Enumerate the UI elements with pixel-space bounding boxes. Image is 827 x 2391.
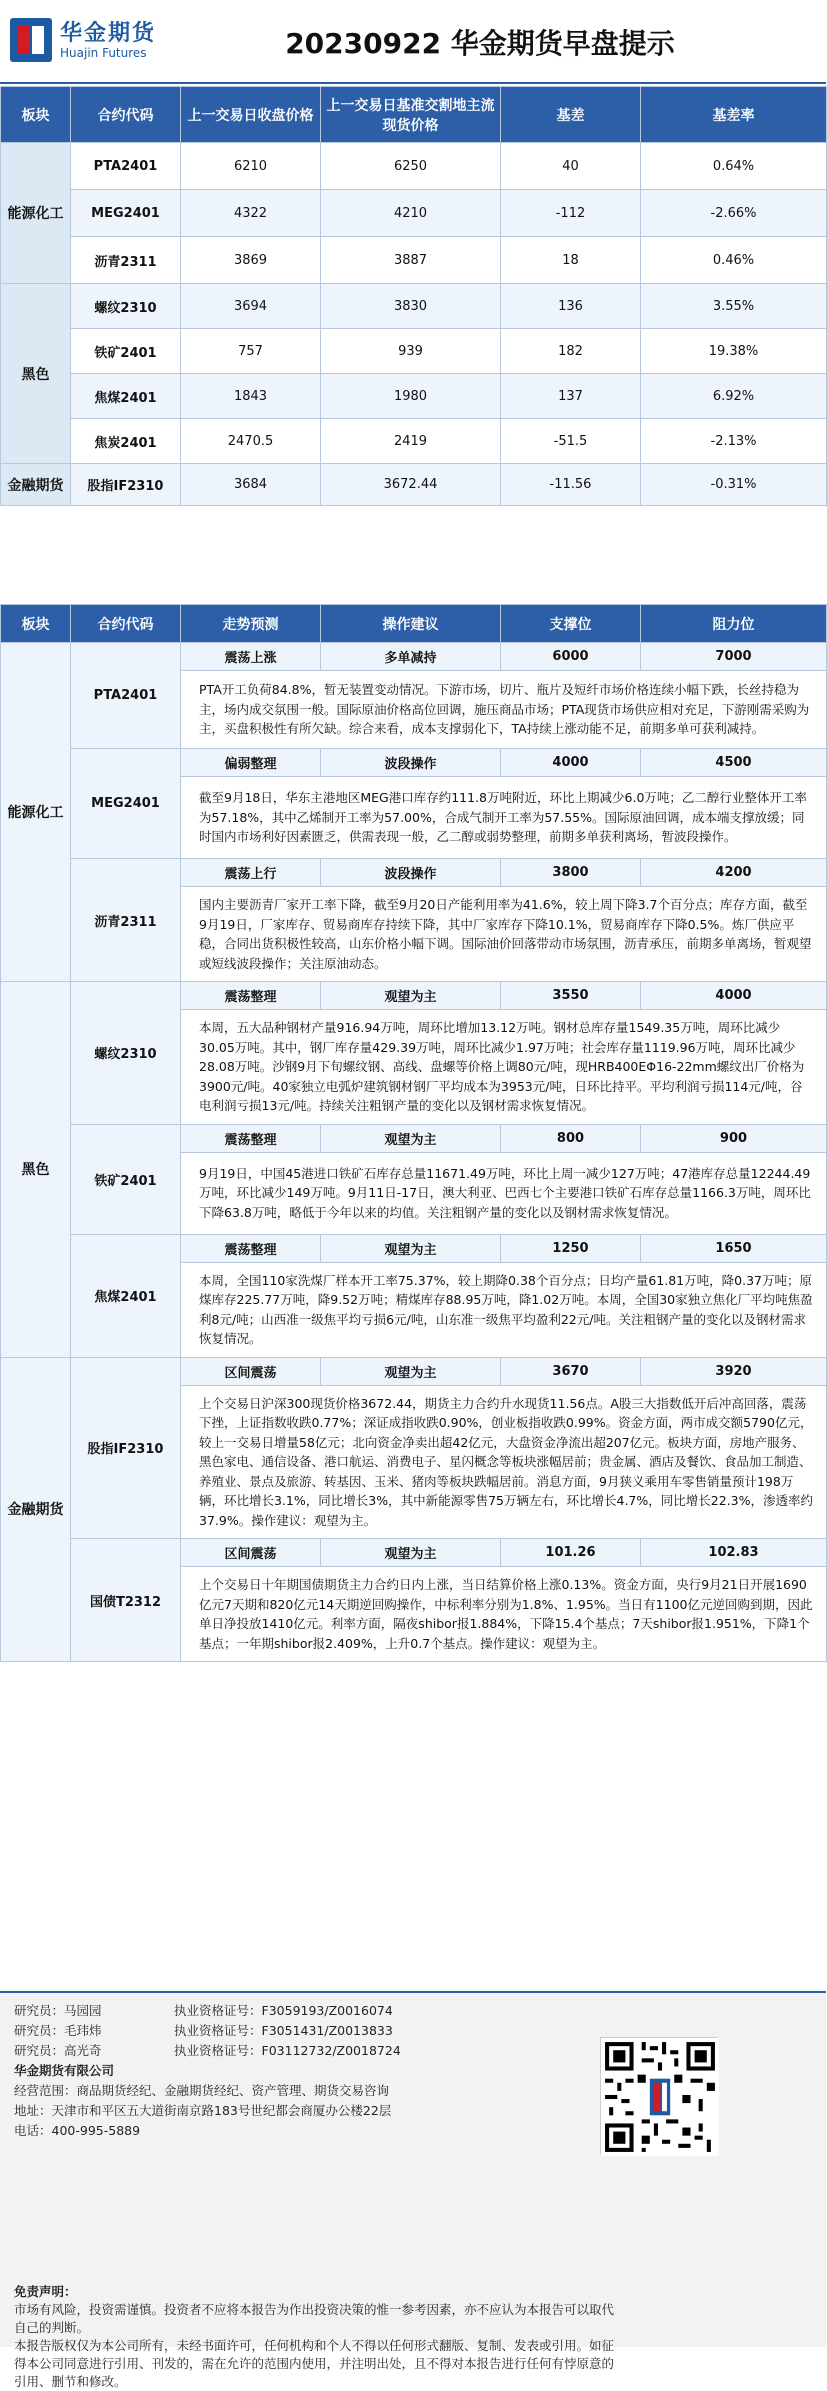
basis-row xyxy=(1,329,827,374)
contract-code-cell: MEG2401 xyxy=(71,749,181,859)
basis-row xyxy=(1,237,827,284)
trade-advice-cell: 多单减持 xyxy=(321,643,501,671)
close-price-cell: 3684 xyxy=(181,464,321,506)
strategy-header-cell: 走势预测 xyxy=(181,605,321,643)
sector-cell: 黑色 xyxy=(1,982,71,1358)
trade-advice-cell: 波段操作 xyxy=(321,749,501,777)
sector-cell: 金融期货 xyxy=(1,1357,71,1662)
trade-advice-cell: 观望为主 xyxy=(321,1539,501,1567)
strategy-summary-row xyxy=(1,859,827,887)
strategy-header-cell: 阻力位 xyxy=(641,605,827,643)
strategy-summary-row xyxy=(1,1234,827,1262)
strategy-summary-row xyxy=(1,749,827,777)
close-price-cell: 3869 xyxy=(181,237,321,284)
spot-price-cell: 3672.44 xyxy=(321,464,501,506)
close-price-cell: 757 xyxy=(181,329,321,374)
business-scope: 经营范围：商品期货经纪、金融期货经纪、资产管理、期货交易咨询 xyxy=(14,2083,390,2098)
basis-rate-cell: -2.66% xyxy=(641,190,827,237)
strategy-summary-row xyxy=(1,982,827,1010)
researcher-name: 马园园 xyxy=(64,2003,102,2018)
company-name: 华金期货有限公司 xyxy=(14,2063,115,2078)
spot-price-cell: 939 xyxy=(321,329,501,374)
company-logo xyxy=(10,14,180,70)
basis-row xyxy=(1,190,827,237)
trend-forecast-cell: 区间震荡 xyxy=(181,1539,321,1567)
basis-header-cell: 上一交易日收盘价格 xyxy=(181,87,321,143)
market-commentary: 上个交易日十年期国债期货主力合约日内上涨，当日结算价格上涨0.13%。资金方面，央行9月21日开展1690亿元7天期和820亿元14天期逆回购操作，中标利率分别为1.8%、1.95%。当日有1100亿元逆回购到期，因此单日净投放1410亿元。利率方面，隔夜shibor报1.884%，下降15.4个基点；7天shibor报1.951%，下降1个基点；一年期shibor报2.409%，上升0.7个基点。操作建议：观望为主。 xyxy=(181,1567,827,1662)
market-commentary: 截至9月18日，华东主港地区MEG港口库存约111.8万吨附近，环比上期减少6.0万吨；乙二醇行业整体开工率为57.18%，其中乙烯制开工率为57.00%，合成气制开工率为57.55%。国际原油回调，成本端支撑放缓；同时国内市场利好因素匮乏，供需表现一般，乙二醇或弱势整理，前期多单获利离场，暂波段操作。 xyxy=(181,777,827,859)
researcher-cert: 执业资格证号：F3051431/Z0013833 xyxy=(174,2023,393,2038)
contract-code-cell: 螺纹2310 xyxy=(71,284,181,329)
basis-cell: 137 xyxy=(501,374,641,419)
basis-row xyxy=(1,143,827,190)
spot-price-cell: 4210 xyxy=(321,190,501,237)
company-phone: 电话：400-995-5889 xyxy=(14,2123,141,2138)
disclaimer-title: 免责声明： xyxy=(14,2284,77,2299)
strategy-summary-row xyxy=(1,643,827,671)
contract-code-cell: PTA2401 xyxy=(71,643,181,749)
spot-price-cell: 3887 xyxy=(321,237,501,284)
basis-header-row xyxy=(1,87,827,143)
report-title: 20230922 华金期货早盘提示 xyxy=(285,27,675,60)
sector-cell: 能源化工 xyxy=(1,143,71,284)
basis-row xyxy=(1,464,827,506)
resistance-level-cell: 3920 xyxy=(641,1357,827,1385)
researcher-line xyxy=(14,2001,393,2019)
market-commentary: 本周，五大品种钢材产量916.94万吨，周环比增加13.12万吨。钢材总库存量1549.35万吨，周环比减少30.05万吨。其中，钢厂库存量429.39万吨，周环比减少1.97万吨；社会库存量1119.96万吨，周环比减少28.08万吨。沙钢9月下旬螺纹钢、高线、盘螺等价格上调80元/吨，现HRB400EΦ16-22mm螺纹出厂价格为3900元/吨。40家独立电弧炉建筑钢材钢厂平均成本为3953元/吨，日环比持平。平均利润亏损114元/吨，谷电利润亏损13元/吨。持续关注粗钢产量的变化以及钢材需求恢复情况。 xyxy=(181,1010,827,1125)
disclaimer-paragraph: 市场有风险，投资需谨慎。投资者不应将本报告为作出投资决策的惟一参考因素，亦不应认为本报告可以取代自己的判断。 xyxy=(14,2302,615,2335)
sector-cell: 金融期货 xyxy=(1,464,71,506)
trend-forecast-cell: 偏弱整理 xyxy=(181,749,321,777)
trend-forecast-cell: 震荡整理 xyxy=(181,982,321,1010)
support-level-cell: 3800 xyxy=(501,859,641,887)
logo-text-cn: 华金期货 xyxy=(60,21,157,46)
resistance-level-cell: 4000 xyxy=(641,982,827,1010)
researcher-name: 毛玮炜 xyxy=(64,2023,102,2038)
basis-header-cell: 板块 xyxy=(1,87,71,143)
researcher-cert: 执业资格证号：F3059193/Z0016074 xyxy=(174,2003,393,2018)
contract-code-cell: 螺纹2310 xyxy=(71,982,181,1125)
researcher-line xyxy=(14,2021,393,2039)
basis-cell: 18 xyxy=(501,237,641,284)
strategy-header-cell: 板块 xyxy=(1,605,71,643)
logo-text-en: Huajin Futures xyxy=(60,46,147,60)
close-price-cell: 6210 xyxy=(181,143,321,190)
basis-rate-cell: 3.55% xyxy=(641,284,827,329)
resistance-level-cell: 4200 xyxy=(641,859,827,887)
basis-rate-cell: 19.38% xyxy=(641,329,827,374)
basis-rate-cell: 0.46% xyxy=(641,237,827,284)
support-level-cell: 1250 xyxy=(501,1234,641,1262)
contract-code-cell: 沥青2311 xyxy=(71,237,181,284)
contract-code-cell: 焦炭2401 xyxy=(71,419,181,464)
footer xyxy=(0,1991,826,2389)
support-level-cell: 3670 xyxy=(501,1357,641,1385)
basis-rate-cell: -0.31% xyxy=(641,464,827,506)
basis-rate-cell: -2.13% xyxy=(641,419,827,464)
contract-code-cell: 沥青2311 xyxy=(71,859,181,982)
basis-rate-cell: 0.64% xyxy=(641,143,827,190)
basis-table xyxy=(0,86,827,506)
strategy-table xyxy=(0,604,827,1662)
strategy-summary-row xyxy=(1,1124,827,1152)
researcher-name: 高光奇 xyxy=(64,2043,102,2058)
basis-row xyxy=(1,374,827,419)
contract-code-cell: 焦煤2401 xyxy=(71,374,181,419)
basis-header-cell: 上一交易日基准交割地主流现货价格 xyxy=(321,87,501,143)
contract-code-cell: 铁矿2401 xyxy=(71,329,181,374)
resistance-level-cell: 7000 xyxy=(641,643,827,671)
sector-cell: 能源化工 xyxy=(1,643,71,982)
market-commentary: 9月19日，中国45港进口铁矿石库存总量11671.49万吨，环比上周一减少127万吨；47港库存总量12244.49万吨，环比减少149万吨。9月11日-17日，澳大利亚、巴西七个主要港口铁矿石库存总量1166.3万吨，周环比下降63.8万吨，略低于今年以来的均值。关注粗钢产量的变化以及钢材需求恢复情况。 xyxy=(181,1152,827,1234)
basis-header-cell: 基差率 xyxy=(641,87,827,143)
trade-advice-cell: 观望为主 xyxy=(321,1124,501,1152)
researcher-label: 研究员： xyxy=(14,2023,65,2038)
close-price-cell: 2470.5 xyxy=(181,419,321,464)
trend-forecast-cell: 震荡上涨 xyxy=(181,643,321,671)
spot-price-cell: 2419 xyxy=(321,419,501,464)
basis-header-cell: 基差 xyxy=(501,87,641,143)
strategy-header-cell: 操作建议 xyxy=(321,605,501,643)
contract-code-cell: 股指IF2310 xyxy=(71,464,181,506)
resistance-level-cell: 1650 xyxy=(641,1234,827,1262)
resistance-level-cell: 4500 xyxy=(641,749,827,777)
support-level-cell: 4000 xyxy=(501,749,641,777)
trend-forecast-cell: 震荡整理 xyxy=(181,1234,321,1262)
close-price-cell: 4322 xyxy=(181,190,321,237)
basis-cell: 182 xyxy=(501,329,641,374)
support-level-cell: 800 xyxy=(501,1124,641,1152)
contract-code-cell: 国债T2312 xyxy=(71,1539,181,1662)
contract-code-cell: 焦煤2401 xyxy=(71,1234,181,1357)
basis-cell: -112 xyxy=(501,190,641,237)
disclaimer-paragraph: 本报告版权仅为本公司所有，未经书面许可，任何机构和个人不得以任何形式翻版、复制、发表或引用。如征得本公司同意进行引用、刊发的，需在允许的范围内使用，并注明出处，且不得对本报告进行任何有悖原意的引用、删节和修改。 xyxy=(14,2338,615,2389)
strategy-summary-row xyxy=(1,1357,827,1385)
strategy-header-cell: 合约代码 xyxy=(71,605,181,643)
report-header xyxy=(0,0,826,84)
disclaimer xyxy=(14,2283,614,2391)
strategy-summary-row xyxy=(1,1539,827,1567)
market-commentary: 本周，全国110家洗煤厂样本开工率75.37%，较上期降0.38个百分点；日均产量61.81万吨，降0.37万吨；原煤库存225.77万吨，降9.52万吨；精煤库存88.95万吨，降1.02万吨。本周，全国30家独立焦化厂平均吨焦盈利8元/吨；山西准一级焦平均亏损6元/吨，山东准一级焦平均盈利22元/吨。关注粗钢产量的变化以及钢材需求恢复情况。 xyxy=(181,1262,827,1357)
trade-advice-cell: 波段操作 xyxy=(321,859,501,887)
basis-header-cell: 合约代码 xyxy=(71,87,181,143)
spot-price-cell: 3830 xyxy=(321,284,501,329)
market-commentary: 国内主要沥青厂家开工率下降，截至9月20日产能利用率为41.6%，较上周下降3.7个百分点；库存方面，截至9月19日，厂家库存、贸易商库存持续下降，其中厂家库存下降10.1%，贸易商库存下降0.5%。炼厂供应平稳，合同出货积极性较高，山东价格小幅下调。国际油价回落带动市场氛围，沥青承压，前期多单离场，暂观望或短线波段操作；关注原油动态。 xyxy=(181,887,827,982)
basis-cell: -51.5 xyxy=(501,419,641,464)
close-price-cell: 1843 xyxy=(181,374,321,419)
trade-advice-cell: 观望为主 xyxy=(321,982,501,1010)
contract-code-cell: 铁矿2401 xyxy=(71,1124,181,1234)
basis-rate-cell: 6.92% xyxy=(641,374,827,419)
contract-code-cell: MEG2401 xyxy=(71,190,181,237)
strategy-header-row xyxy=(1,605,827,643)
researcher-cert: 执业资格证号：F03112732/Z0018724 xyxy=(174,2043,401,2058)
market-commentary: 上个交易日沪深300现货价格3672.44，期货主力合约升水现货11.56点。A股三大指数低开后冲高回落，震荡下挫，上证指数收跌0.77%；深证成指收跌0.90%，创业板指收跌0.99%。资金方面，两市成交额5790亿元，较上一交易日增量58亿元；北向资金净卖出超42亿元，大盘资金净流出超207亿元。板块方面，房地产服务、黑色家电、通信设备、港口航运、消费电子、星闪概念等板块涨幅居前；贵金属、酒店及餐饮、食品加工制造、养殖业、景点及旅游、转基因、玉米、猪肉等板块跌幅居前。消息方面，9月狭义乘用车零售销量预计198万辆，环比增长3.1%，同比增长3%，其中新能源零售75万辆左右，环比增长4.7%，同比增长22.3%，渗透率约37.9%。操作建议：观望为主。 xyxy=(181,1385,827,1539)
sector-cell: 黑色 xyxy=(1,284,71,464)
basis-row xyxy=(1,284,827,329)
trend-forecast-cell: 震荡上行 xyxy=(181,859,321,887)
trade-advice-cell: 观望为主 xyxy=(321,1234,501,1262)
basis-cell: 40 xyxy=(501,143,641,190)
basis-cell: -11.56 xyxy=(501,464,641,506)
spot-price-cell: 1980 xyxy=(321,374,501,419)
close-price-cell: 3694 xyxy=(181,284,321,329)
basis-cell: 136 xyxy=(501,284,641,329)
resistance-level-cell: 900 xyxy=(641,1124,827,1152)
logo-mark-icon xyxy=(10,18,52,62)
contract-code-cell: 股指IF2310 xyxy=(71,1357,181,1539)
support-level-cell: 3550 xyxy=(501,982,641,1010)
spot-price-cell: 6250 xyxy=(321,143,501,190)
basis-row xyxy=(1,419,827,464)
market-commentary: PTA开工负荷84.8%，暂无装置变动情况。下游市场，切片、瓶片及短纤市场价格连续小幅下跌，长丝持稳为主，场内成交氛围一般。国际原油价格高位回调，施压商品市场；PTA现货市场供应相对充足，下游刚需采购为主，买盘积极性有所欠缺。综合来看，成本支撑弱化下，TA持续上涨动能不足，前期多单可获利减持。 xyxy=(181,671,827,749)
strategy-header-cell: 支撑位 xyxy=(501,605,641,643)
trend-forecast-cell: 震荡整理 xyxy=(181,1124,321,1152)
resistance-level-cell: 102.83 xyxy=(641,1539,827,1567)
support-level-cell: 6000 xyxy=(501,643,641,671)
researcher-label: 研究员： xyxy=(14,2043,65,2058)
researcher-label: 研究员： xyxy=(14,2003,65,2018)
trade-advice-cell: 观望为主 xyxy=(321,1357,501,1385)
support-level-cell: 101.26 xyxy=(501,1539,641,1567)
company-address: 地址：天津市和平区五大道街南京路183号世纪都会商厦办公楼22层 xyxy=(14,2103,392,2118)
contract-code-cell: PTA2401 xyxy=(71,143,181,190)
researcher-line xyxy=(14,2041,401,2059)
trend-forecast-cell: 区间震荡 xyxy=(181,1357,321,1385)
qr-code-icon xyxy=(600,2037,718,2155)
